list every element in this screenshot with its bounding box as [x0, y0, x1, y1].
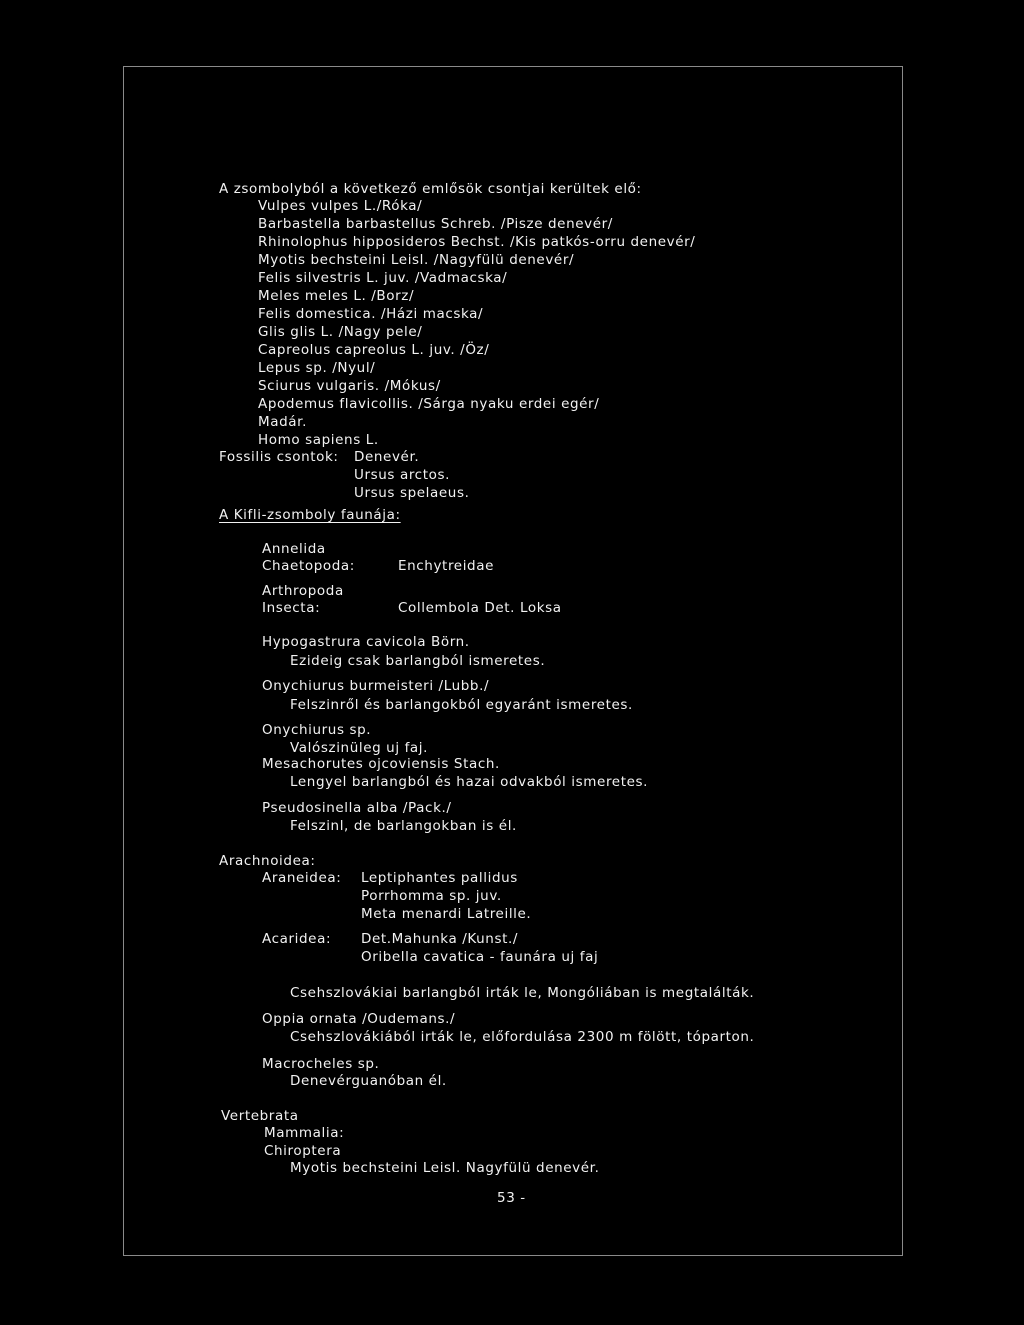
mite-note: Csehszlovákiai barlangból irták le, Mongóliában is megtalálták.	[290, 985, 755, 1001]
fossil-item: Ursus spelaeus.	[354, 485, 470, 501]
mite-note: Csehszlovákiából irták le, előfordulása 2300 m fölött, tóparton.	[290, 1029, 755, 1045]
entry-name: Mesachorutes ojcoviensis Stach.	[262, 756, 500, 772]
species-line: Felis domestica. /Házi macska/	[258, 306, 484, 322]
myotis-line: Myotis bechsteini Leisl. Nagyfülü denevér.	[290, 1160, 600, 1176]
taxon-annelida: Annelida	[262, 541, 326, 557]
taxon-arachnoidea: Arachnoidea:	[219, 853, 316, 869]
species-line: Glis glis L. /Nagy pele/	[258, 324, 423, 340]
taxon-arthropoda: Arthropoda	[262, 583, 344, 599]
species-line: Felis silvestris L. juv. /Vadmacska/	[258, 270, 508, 286]
entry-note: Felszinl, de barlangokban is él.	[290, 818, 517, 834]
entry-note: Lengyel barlangból és hazai odvakból ismeretes.	[290, 774, 649, 790]
entry-name: Onychiurus sp.	[262, 722, 372, 738]
species-line: Rhinolophus hipposideros Bechst. /Kis patkós-orru denevér/	[258, 234, 696, 250]
species-line: Meles meles L. /Borz/	[258, 288, 415, 304]
entry-note: Felszinről és barlangokból egyaránt ismeretes.	[290, 697, 633, 713]
mite-note: Denevérguanóban él.	[290, 1073, 447, 1089]
araneidea-value: Porrhomma sp. juv.	[361, 888, 502, 904]
acaridea-value: Det.Mahunka /Kunst./	[361, 931, 519, 947]
acaridea-label: Acaridea:	[262, 931, 332, 947]
insecta-label: Insecta:	[262, 600, 321, 616]
species-line: Sciurus vulgaris. /Mókus/	[258, 378, 441, 394]
entry-name: Onychiurus burmeisteri /Lubb./	[262, 678, 490, 694]
acaridea-value: Oribella cavatica - faunára uj faj	[361, 949, 599, 965]
intro-heading: A zsombolyból a következő emlősök csontjai kerültek elő:	[219, 181, 642, 197]
araneidea-label: Araneidea:	[262, 870, 342, 886]
taxon-vertebrata: Vertebrata	[221, 1108, 299, 1124]
species-line: Vulpes vulpes L./Róka/	[258, 198, 423, 214]
fossil-label: Fossilis csontok:	[219, 449, 339, 465]
chaetopoda-value: Enchytreidae	[398, 558, 495, 574]
species-line: Myotis bechsteini Leisl. /Nagyfülü denevér/	[258, 252, 575, 268]
entry-note: Valószinüleg uj faj.	[290, 740, 429, 756]
species-line: Lepus sp. /Nyul/	[258, 360, 376, 376]
insecta-value: Collembola Det. Loksa	[398, 600, 562, 616]
entry-name: Pseudosinella alba /Pack./	[262, 800, 452, 816]
chaetopoda-label: Chaetopoda:	[262, 558, 355, 574]
taxon-mammalia: Mammalia:	[264, 1125, 345, 1141]
species-line: Apodemus flavicollis. /Sárga nyaku erdei egér/	[258, 396, 600, 412]
araneidea-value: Meta menardi Latreille.	[361, 906, 532, 922]
species-line: Capreolus capreolus L. juv. /Öz/	[258, 342, 490, 358]
araneidea-value: Leptiphantes pallidus	[361, 870, 518, 886]
taxon-chiroptera: Chiroptera	[264, 1143, 342, 1159]
entry-note: Ezideig csak barlangból ismeretes.	[290, 653, 546, 669]
mite-name: Macrocheles sp.	[262, 1056, 380, 1072]
species-line: Madár.	[258, 414, 307, 430]
mite-name: Oppia ornata /Oudemans./	[262, 1011, 456, 1027]
species-line: Barbastella barbastellus Schreb. /Pisze denevér/	[258, 216, 613, 232]
page-number: 53 -	[497, 1190, 526, 1206]
entry-name: Hypogastrura cavicola Börn.	[262, 634, 470, 650]
fossil-item: Ursus arctos.	[354, 467, 450, 483]
fauna-heading: A Kifli-zsomboly faunája:	[219, 507, 401, 523]
species-line: Homo sapiens L.	[258, 432, 379, 448]
fossil-item: Denevér.	[354, 449, 420, 465]
